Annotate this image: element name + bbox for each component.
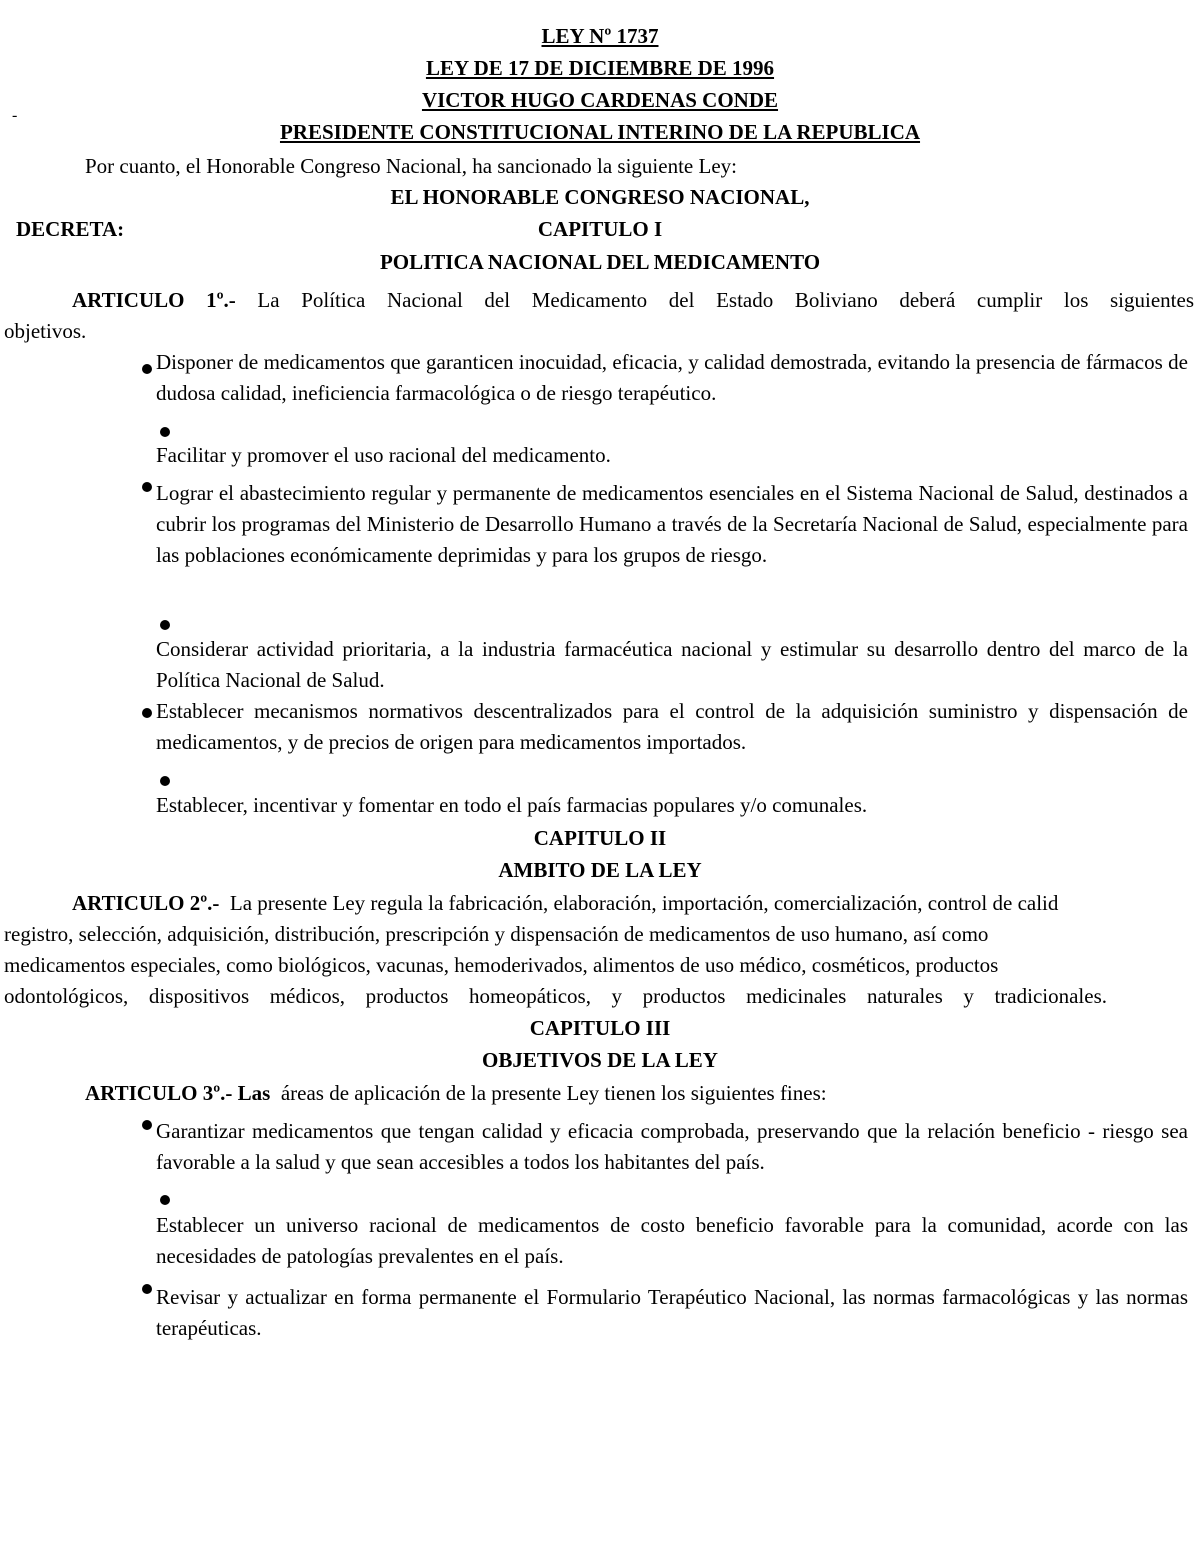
article3-label: ARTICULO 3º.- Las [85,1081,271,1105]
por-cuanto-text: Por cuanto, el Honorable Congreso Nacional, ha sancionado la siguiente Ley: [85,154,737,178]
article2-label: ARTICULO 2º.- [72,891,220,915]
chapter1-bullet-4: Considerar actividad prioritaria, a la industria farmacéutica nacional y estimular su desarrollo dentro del marco de la Política Nacional de Salud. [156,637,1188,692]
chapter1-label: CAPITULO I [537,217,663,241]
bullet-icon [160,1195,170,1205]
bullet-icon [160,427,170,437]
president-title-heading: PRESIDENTE CONSTITUCIONAL INTERINO DE LA REPUBLICA [279,120,921,144]
chapter3-bullet-2: Establecer un universo racional de medicamentos de costo beneficio favorable para la comunidad, acorde con las necesidades de patologías prevalentes en el país. [156,1213,1188,1268]
bullet-icon [142,708,152,718]
law-date-heading: LEY DE 17 DE DICIEMBRE DE 1996 [425,56,775,80]
article1-label: ARTICULO 1º.- [72,288,236,312]
chapter3-label: CAPITULO III [529,1016,671,1040]
article2-line1 [72,888,1058,919]
chapter2-title: AMBITO DE LA LEY [498,858,702,882]
bullet-icon [160,620,170,630]
president-name-heading: VICTOR HUGO CARDENAS CONDE [421,88,779,112]
chapter1-bullet-5: Establecer mecanismos normativos descentralizados para el control de la adquisición suministro y dispensación de medicamentos, y de precios de origen para medicamentos importados. [156,699,1188,754]
article1-line1 [4,285,1194,316]
law-number-heading: LEY Nº 1737 [541,24,659,48]
article3-line [85,1078,827,1109]
chapter3-bullet-3: Revisar y actualizar en forma permanente el Formulario Terapéutico Nacional, las normas farmacológicas y las normas terapéuticas. [156,1285,1188,1340]
bullet-icon [142,364,152,374]
bullet-icon [160,776,170,786]
decreta-label: DECRETA: [16,217,125,241]
stray-mark: - [12,107,18,124]
article1-text-line2: objetivos. [4,319,87,343]
article3-text: áreas de aplicación de la presente Ley tienen los siguientes fines: [280,1081,827,1105]
chapter1-bullet-2: Facilitar y promover el uso racional del medicamento. [156,443,611,467]
chapter1-title: POLITICA NACIONAL DEL MEDICAMENTO [379,250,821,274]
article2-text-line2: registro, selección, adquisición, distribución, prescripción y dispensación de medicamentos de uso humano, así como [4,922,989,946]
chapter1-bullet-3: Lograr el abastecimiento regular y permanente de medicamentos esenciales en el Sistema Nacional de Salud, destinados a cubrir los programas del Ministerio de Desarrollo Humano a través de la Secretaría Nacional de Salud, especialmente para las poblaciones económicamente deprimidas y para los grupos de riesgo. [156,481,1188,567]
congress-heading: EL HONORABLE CONGRESO NACIONAL, [390,185,810,209]
article2-text-line3: medicamentos especiales, como biológicos, vacunas, hemoderivados, alimentos de uso médico, cosméticos, productos [4,953,999,977]
chapter1-bullet-6: Establecer, incentivar y fomentar en todo el país farmacias populares y/o comunales. [156,793,868,817]
chapter3-title: OBJETIVOS DE LA LEY [482,1048,718,1072]
article2-text-line1: La presente Ley regula la fabricación, elaboración, importación, comercialización, control de calid [229,891,1059,915]
bullet-icon [142,482,152,492]
article1-paragraph [4,285,1194,347]
article2-text-line4: odontológicos, dispositivos médicos, productos homeopáticos, y productos medicinales naturales y tradicionales. [4,984,1107,1008]
bullet-icon [142,1120,152,1130]
article1-text-line1: La Política Nacional del Medicamento del Estado Boliviano deberá cumplir los siguientes [257,288,1195,312]
chapter3-bullet-1: Garantizar medicamentos que tengan calidad y eficacia comprobada, preservando que la relación beneficio - riesgo sea favorable a la salud y que sean accesibles a todos los habitantes del país. [156,1119,1188,1174]
bullet-icon [142,1284,152,1294]
chapter1-bullet-1: Disponer de medicamentos que garanticen inocuidad, eficacia, y calidad demostrada, evitando la presencia de fármacos de dudosa calidad, ineficiencia farmacológica o de riesgo terapéutico. [156,350,1188,405]
chapter2-label: CAPITULO II [533,826,667,850]
